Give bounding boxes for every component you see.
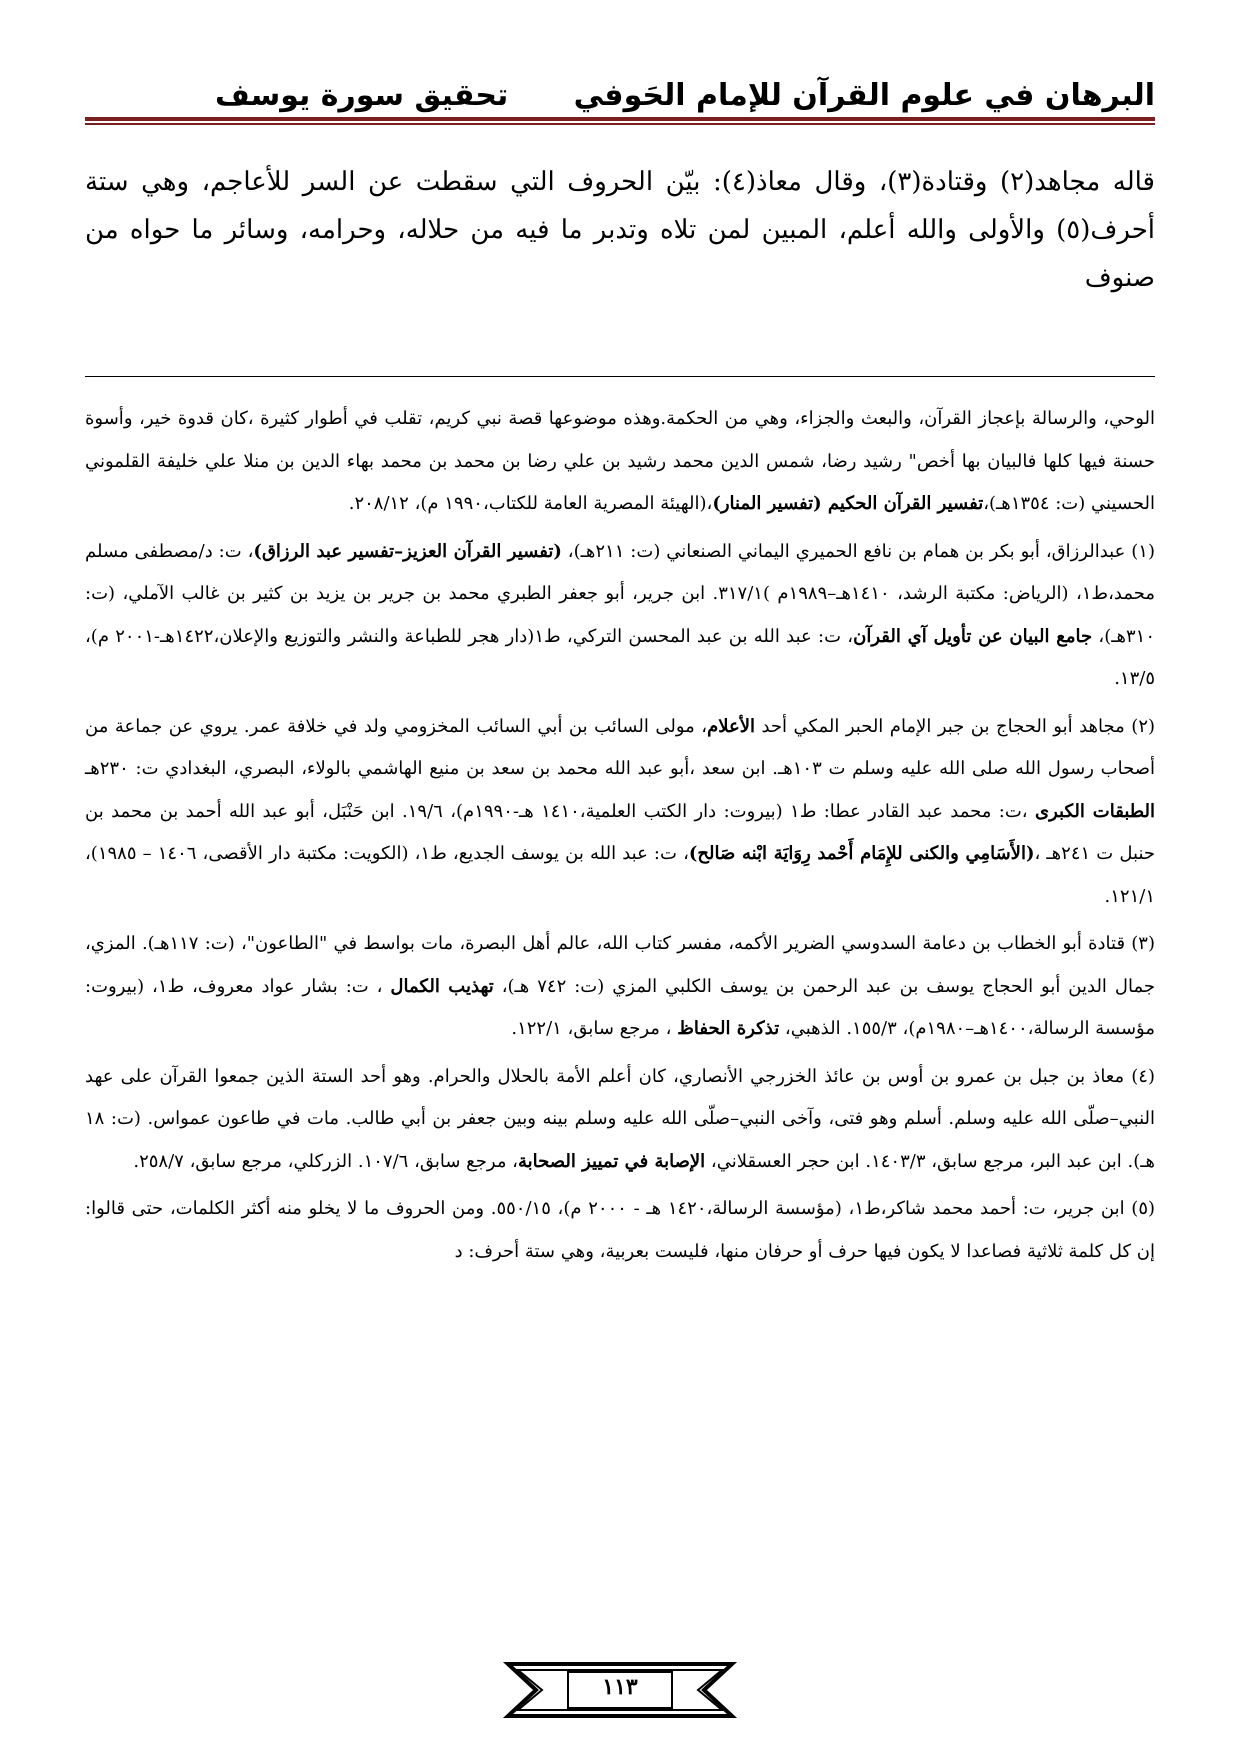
page-number: ١١٣ bbox=[602, 1674, 638, 1700]
footnote-5 bbox=[85, 1188, 1155, 1273]
footnote-text: ،(الهيئة المصرية العامة للكتاب،١٩٩٠ م)، ٢٠٨/١٢. bbox=[348, 493, 713, 514]
footnote-text: ، مولى السائب بن أبي السائب المخزومي ولد في خلافة عمر. يروي عن جماعة من أصحاب رسول الله صلى الله عليه وسلم ت ١٠٣هـ. ابن سعد ،أبو عبد الله محمد بن سعد بن منيع الهاشمي بالولاء، البصري، البغدادي ت: ٢٣٠هـ bbox=[85, 715, 1155, 779]
main-paragraph: قاله مجاهد(٢) وقتادة(٣)، وقال معاذ(٤): بيّن الحروف التي سقطت عن السر للأعاجم، وهي ستة أحرف(٥) والأولى والله أعلم، المبين لمن تلاه وتدبر ما فيه من حلاله، وحرامه، وسائر ما حواه من صنوف bbox=[85, 167, 1155, 293]
page-number-ornament bbox=[500, 1660, 740, 1720]
footnote-bold-title: الأعلام bbox=[707, 715, 755, 737]
footnote-text: ، ت: بشار عواد معروف، ط١، (بيروت: مؤسسة الرسالة،١٤٠٠هـ–١٩٨٠م)، ١٥٥/٣. الذهبي، bbox=[85, 975, 1155, 1039]
footnote-text: ، ت: عبد الله بن عبد المحسن التركي، ط١(دار هجر للطباعة والنشر والتوزيع والإعلان،١٤٢٢هـ-٢٠٠١ م)، ١٣/٥. bbox=[85, 625, 1155, 689]
chapter-title: تحقيق سورة يوسف bbox=[215, 78, 509, 113]
running-header bbox=[85, 70, 1155, 120]
book-title: البرهان في علوم القرآن للإمام الحَوفي bbox=[573, 78, 1155, 113]
footnote-text: (٤) معاذ بن جبل بن عمرو بن أوس بن عائذ الخزرجي الأنصاري، كان أعلم الأمة بالحلال والحرام. وهو أحد الستة الذين جمعوا القرآن على عهد النبي–صلّى الله عليه وسلم. أسلم وهو فتى، وآخى النبي–صلّى الله عليه وسلم بينه وبين جعفر بن أبي طالب. مات في طاعون عمواس. (ت: ١٨ هـ). ابن عبد البر، مرجع سابق، ١٤٠٣/٣. ابن حجر العسقلاني، bbox=[85, 1065, 1155, 1172]
footnote-bold-title: تذكرة الحفاظ bbox=[677, 1018, 780, 1039]
footnote-2 bbox=[85, 706, 1155, 919]
footnote-text: ، مرجع سابق، ١٢٢/١. bbox=[511, 1018, 678, 1039]
footnote-text: (٥) ابن جرير، ت: أحمد محمد شاكر،ط١، (مؤسسة الرسالة،١٤٢٠ هـ - ٢٠٠٠ م)، ٥٥٠/١٥. ومن الحروف ما لا يخلو منه أكثر الكلمات، حتى قالوا: إن كل كلمة ثلاثية فصاعدا لا يكون فيها حرف أو حرفان منها، فليست بعربية، وهي ستة أحرف: د bbox=[85, 1198, 1156, 1262]
footnote-text: ، ت: د/مصطفى مسلم محمد،ط١، (الرياض: مكتبة الرشد، ١٤١٠هـ–١٩٨٩م )٣١٧/١. ابن جرير، أبو جعفر الطبري محمد بن جرير بن يزيد بن كثير بن غالب الآملي، (ت: ٣١٠هـ)، bbox=[85, 540, 1155, 647]
footnote-bold-title: الطبقات الكبرى bbox=[1035, 800, 1156, 822]
footnote-bold-title: الإصابة في تمييز الصحابة bbox=[518, 1150, 706, 1172]
footnote-text: ، ت: عبد الله بن يوسف الجديع، ط١، (الكويت: مكتبة دار الأقصى، ١٤٠٦ – ١٩٨٥)، ١٢١/١. bbox=[85, 843, 1155, 907]
header-rule-thin bbox=[85, 123, 1155, 125]
footnote-text: ،ت: محمد عبد القادر عطا: ط١ (بيروت: دار الكتب العلمية،١٤١٠ هـ-١٩٩٠م)، ١٩/٦. ابن حَنْبَل، أبو عبد الله أحمد بن محمد بن حنبل ت ٢٤١هـ ، bbox=[85, 800, 1156, 864]
footnote-bold-title: جامع البيان عن تأويل آي القرآن bbox=[853, 625, 1093, 647]
footnotes bbox=[85, 398, 1155, 1278]
footnote-text: (٣) قتادة أبو الخطاب بن دعامة السدوسي الضرير الأكمه، مفسر كتاب الله، عالم أهل البصرة، مات بواسط في "الطاعون"، (ت: ١١٧هـ). المزي، جمال الدين أبو الحجاج يوسف بن عبد الرحمن بن يوسف الكلبي المزي (ت: ٧٤٢ هـ)، bbox=[85, 933, 1155, 997]
footnote-separator bbox=[85, 376, 1155, 377]
footnote-text: ، مرجع سابق، ١٠٧/٦. الزركلي، مرجع سابق، ٢٥٨/٧. bbox=[133, 1150, 518, 1172]
footnote-text: الوحي، والرسالة بإعجاز القرآن، والبعث والجزاء، وهي من الحكمة.وهذه موضوعها قصة نبي كريم، تقلب في أطوار كثيرة ،كان قدوة خير، وأسوة حسنة فيها كلها فالبيان بها أخص" رشيد رضا، شمس الدين محمد رشيد بن علي رضا بن محمد بن محمد بهاء الدين بن منلا علي خليفة القلموني الحسيني (ت: ١٣٥٤هـ)، bbox=[85, 408, 1156, 514]
footnote-text: (٢) مجاهد أبو الحجاج بن جبر الإمام الحبر المكي أحد bbox=[754, 715, 1156, 737]
footnote-bold-title: (تفسير القرآن العزيز–تفسير عبد الرزاق) bbox=[253, 540, 562, 562]
header-rule-thick bbox=[85, 117, 1155, 121]
footnote-bold-title: تفسير القرآن الحكيم (تفسير المنار) bbox=[712, 493, 984, 514]
footnote-bold-title: تهذيب الكمال bbox=[390, 975, 494, 997]
footnote-3 bbox=[85, 923, 1155, 1051]
footnote-4 bbox=[85, 1056, 1155, 1184]
footnote-bold-title: (الأَسَامِي والكنى للإِمَام أَحْمد رِوَايَة ابْنه صَالح) bbox=[688, 843, 1035, 864]
footnote-continuation bbox=[85, 398, 1155, 526]
footnote-text: (١) عبدالرزاق، أبو بكر بن همام بن نافع الحميري اليماني الصنعاني (ت: ٢١١هـ)، bbox=[561, 540, 1155, 562]
footnote-1 bbox=[85, 531, 1155, 701]
